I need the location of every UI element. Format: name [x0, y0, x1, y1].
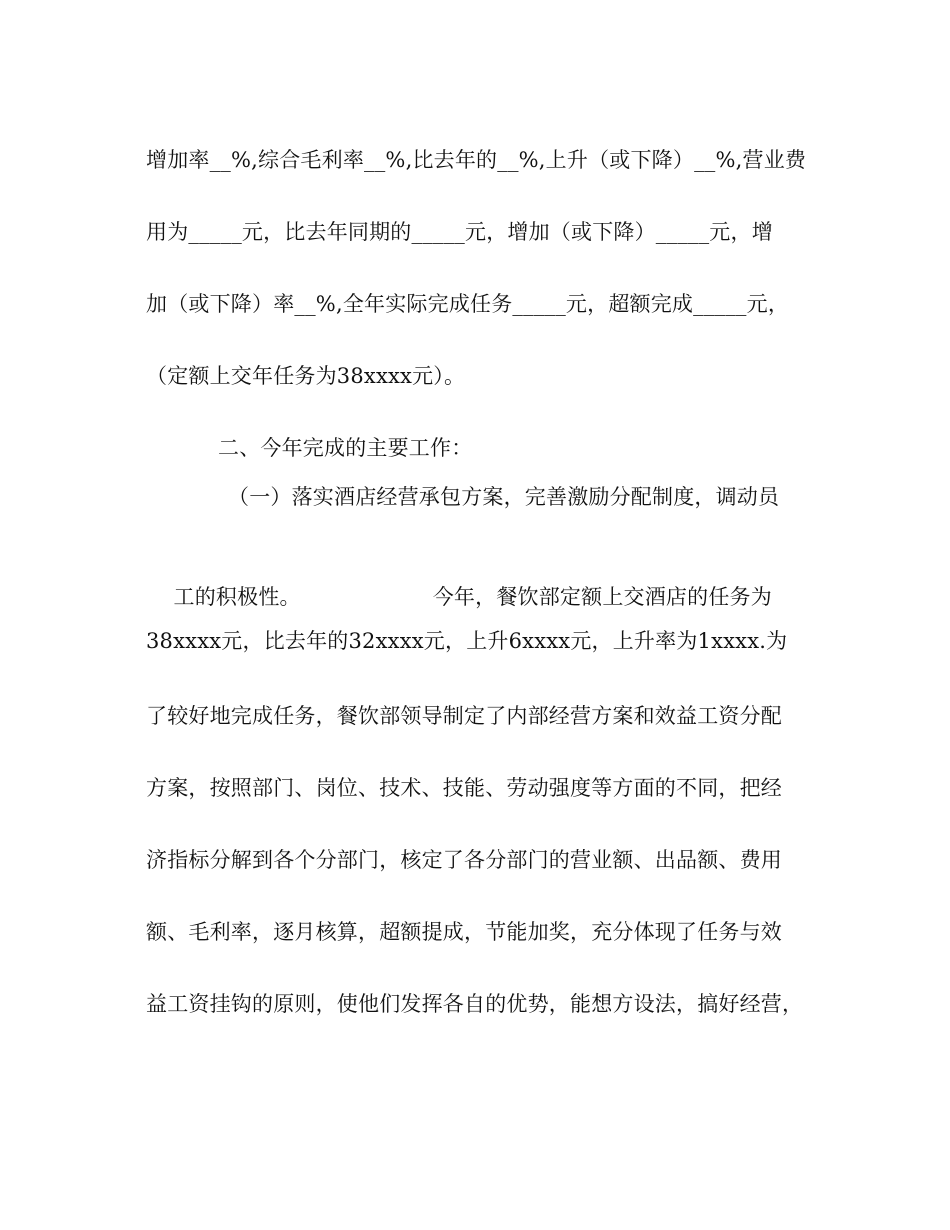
text-line-13: 益工资挂钩的原则，使他们发挥各自的优势，能想方设法，搞好经营，	[146, 992, 804, 1016]
text-line-7-part-2: 今年，餐饮部定额上交酒店的任务为	[432, 585, 772, 609]
subsection-heading: （一）落实酒店经营承包方案，完善激励分配制度，调动员	[228, 485, 780, 509]
text-line-3: 加（或下降）率__%,全年实际完成任务_____元，超额完成_____元，	[146, 292, 790, 316]
text-line-4: （定额上交年任务为38xxxx元）。	[146, 364, 466, 388]
text-line-7-part-1: 工的积极性。	[173, 585, 301, 609]
text-line-11: 济指标分解到各个分部门，核定了各分部门的营业额、出品额、费用	[146, 848, 782, 872]
text-line-10: 方案，按照部门、岗位、技术、技能、劳动强度等方面的不同，把经	[146, 776, 782, 800]
text-line-12: 额、毛利率，逐月核算，超额提成，节能加奖，充分体现了任务与效	[146, 920, 782, 944]
text-line-1: 增加率__%,综合毛利率__%,比去年的__%,上升（或下降）__%,营业费	[146, 148, 807, 172]
section-heading: 二、今年完成的主要工作：	[218, 436, 473, 460]
text-line-2: 用为_____元，比去年同期的_____元，增加（或下降）_____元，增	[146, 220, 773, 244]
text-line-9: 了较好地完成任务，餐饮部领导制定了内部经营方案和效益工资分配	[146, 704, 782, 728]
text-line-8: 38xxxx元，比去年的32xxxx元，上升6xxxx元，上升率为1xxxx.为	[146, 629, 788, 653]
